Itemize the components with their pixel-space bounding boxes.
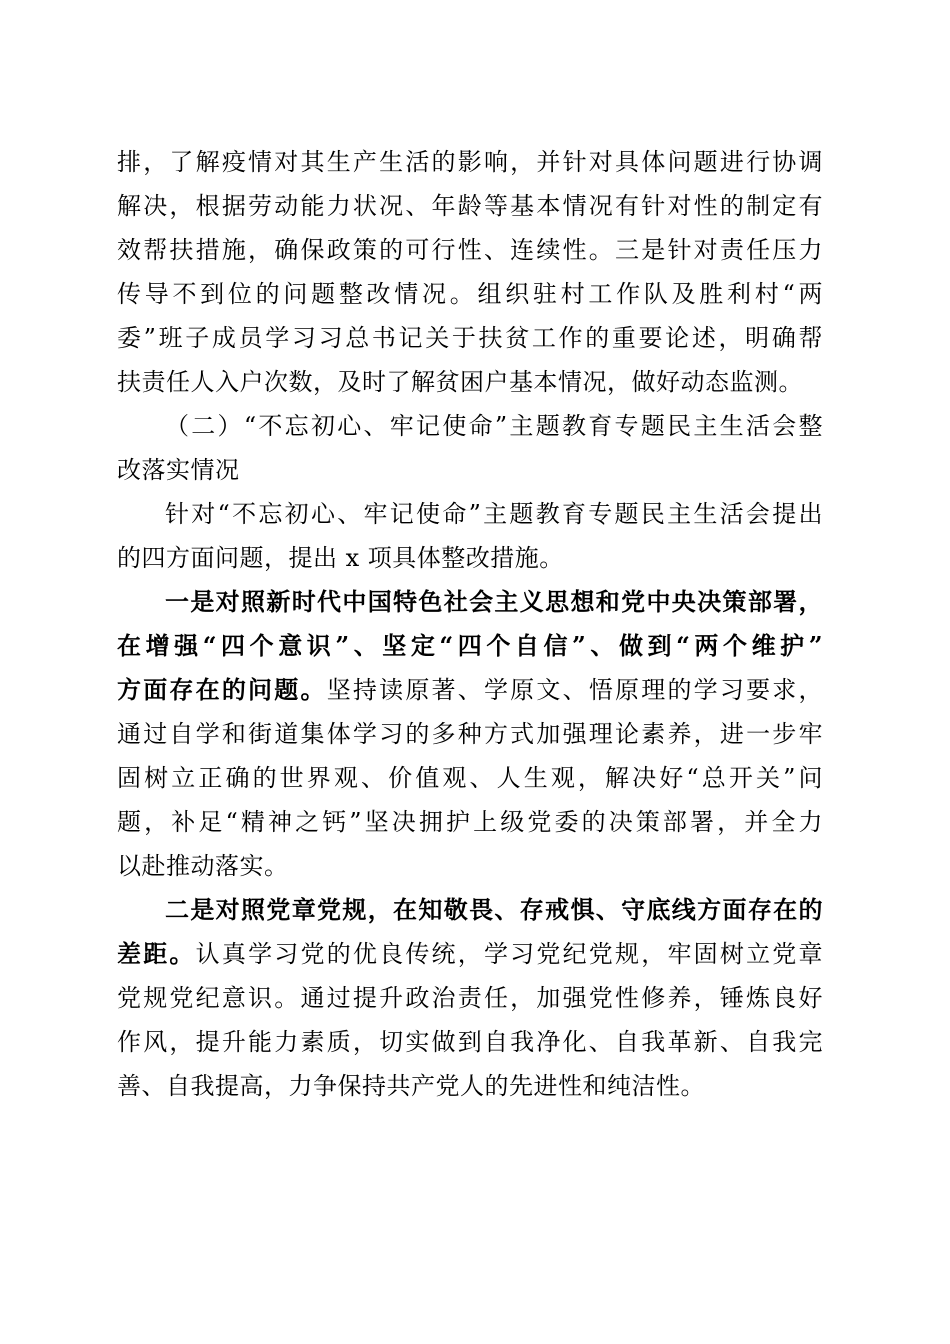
text-line: 固树立正确的世界观、价值观、人生观，解决好“总开关”问 bbox=[117, 764, 823, 792]
section-heading bbox=[117, 404, 823, 492]
bold-text-line: 在增强“四个意识”、坚定“四个自信”、做到“两个维护” bbox=[117, 631, 823, 660]
text-line: 解决，根据劳动能力状况、年龄等基本情况有针对性的制定有 bbox=[117, 192, 823, 220]
text-line: 扶责任人入户次数，及时了解贫困户基本情况，做好动态监测。 bbox=[117, 368, 803, 396]
text-line: 效帮扶措施，确保政策的可行性、连续性。三是针对责任压力 bbox=[117, 236, 823, 264]
text-line: 善、自我提高，力争保持共产党人的先进性和纯洁性。 bbox=[117, 1072, 705, 1100]
text-run: 认真学习党的优良传统，学习党纪党规，牢固树立党章 bbox=[195, 940, 824, 968]
text-line: 针对“不忘初心、牢记使命”主题教育专题民主生活会提出 bbox=[165, 500, 823, 528]
text-line: 作风，提升能力素质，切实做到自我净化、自我革新、自我完 bbox=[117, 1028, 823, 1056]
text-line: 的四方面问题，提出 x 项具体整改措施。 bbox=[117, 544, 564, 572]
text-run: 坚持读原著、学原文、悟原理的学习要求， bbox=[326, 676, 824, 704]
document-body bbox=[117, 140, 823, 1108]
text-line: 通过自学和街道集体学习的多种方式加强理论素养，进一步牢 bbox=[117, 720, 823, 748]
bold-text-run: 方面存在的问题。 bbox=[117, 675, 327, 704]
bold-text-line: 一是对照新时代中国特色社会主义思想和党中央决策部署， bbox=[165, 587, 823, 616]
mixed-text-line bbox=[117, 932, 823, 976]
paragraph-measures-intro bbox=[117, 492, 823, 580]
text-line: 题，补足“精神之钙”坚决拥护上级党委的决策部署，并全力 bbox=[117, 808, 823, 836]
mixed-text-line bbox=[117, 668, 823, 712]
paragraph-poverty-relief bbox=[117, 140, 823, 404]
text-line: 传导不到位的问题整改情况。组织驻村工作队及胜利村“两 bbox=[117, 280, 823, 308]
paragraph-item-two bbox=[117, 888, 823, 1108]
text-line: 委”班子成员学习习总书记关于扶贫工作的重要论述，明确帮 bbox=[117, 324, 823, 352]
text-line: 排，了解疫情对其生产生活的影响，并针对具体问题进行协调 bbox=[117, 148, 823, 176]
heading-line: 改落实情况 bbox=[117, 456, 240, 484]
paragraph-item-one bbox=[117, 580, 823, 888]
bold-text-run: 差距。 bbox=[117, 939, 196, 968]
heading-line: （二）“不忘初心、牢记使命”主题教育专题民主生活会整 bbox=[165, 412, 823, 440]
text-line: 以赴推动落实。 bbox=[117, 852, 289, 880]
text-line: 党规党纪意识。通过提升政治责任，加强党性修养，锤炼良好 bbox=[117, 984, 823, 1012]
bold-text-line: 二是对照党章党规，在知敬畏、存戒惧、守底线方面存在的 bbox=[165, 895, 823, 924]
